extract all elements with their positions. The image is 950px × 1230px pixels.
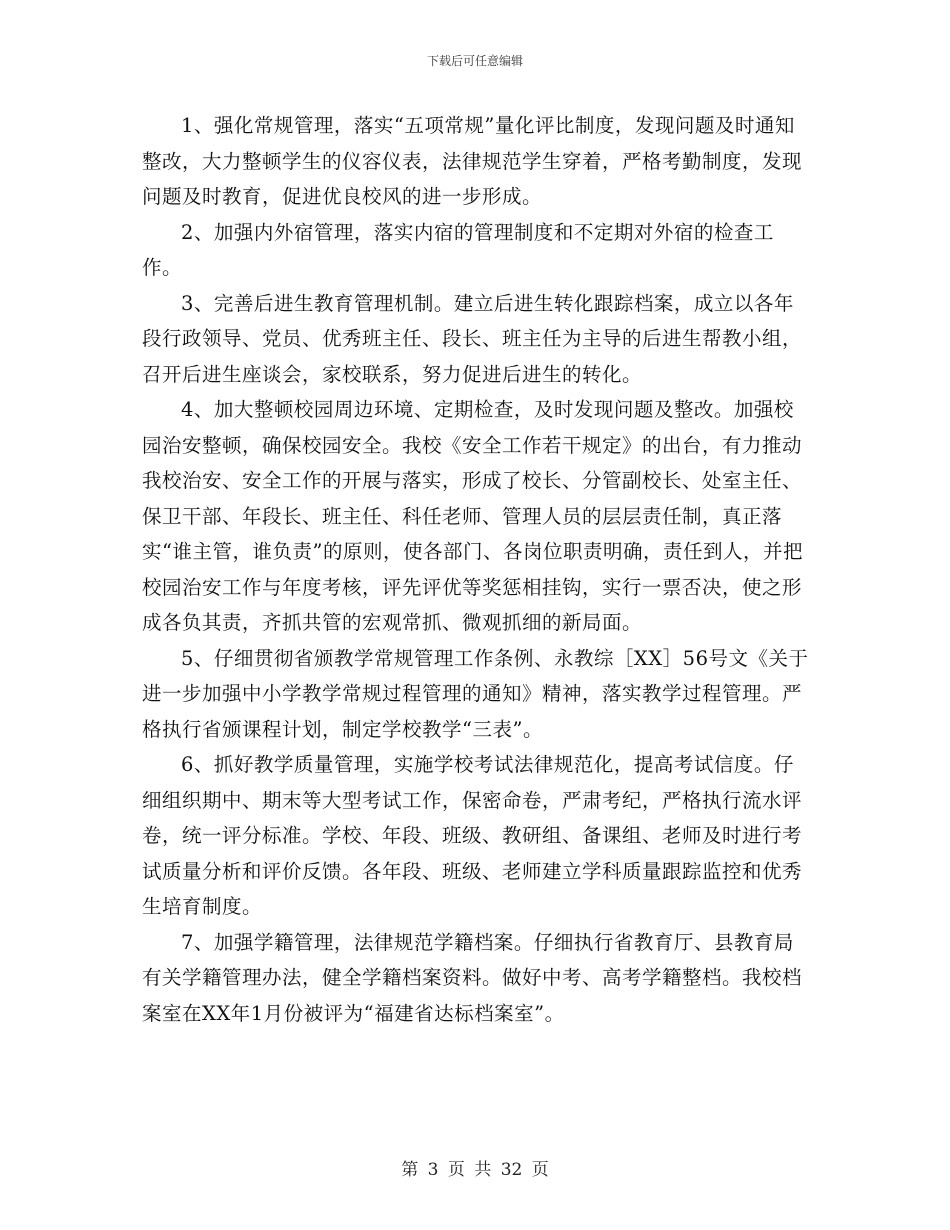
paragraph-5: 5、仔细贯彻省颁教学常规管理工作条例、永教综［XX］56号文《关于进一步加强中小学教学常规过程管理的通知》精神，落实教学过程管理。严格执行省颁课程计划，制定学校教学“三表”。 (142, 646, 809, 741)
paragraph-6: 6、抓好教学质量管理，实施学校考试法律规范化，提高考试信度。仔细组织期中、期末等大型考试工作，保密命卷，严肃考纪，严格执行流水评卷，统一评分标准。学校、年段、班级、教研组、备课组、老师及时进行考试质量分析和评价反馈。各年段、班级、老师建立学科质量跟踪监控和优秀生培育制度。 (142, 753, 803, 918)
page-header: 下载后可任意编辑 (426, 54, 523, 68)
document-body (142, 108, 810, 1031)
paragraph-4: 4、加大整顿校园周边环境、定期检查，及时发现问题及整改。加强校园治安整顿，确保校园安全。我校《安全工作若干规定》的出台，有力推动我校治安、安全工作的开展与落实，形成了校长、分管副校长、处室主任、保卫干部、年段长、班主任、科任老师、管理人员的层层责任制，真正落实“谁主管，谁负责”的原则，使各部门、各岗位职责明确，责任到人，并把校园治安工作与年度考核，评先评优等奖惩相挂钩，实行一票否决，使之形成各负其责，齐抓共管的宏观常抓、微观抓细的新局面。 (142, 398, 803, 634)
paragraph-7: 7、加强学籍管理，法律规范学籍档案。仔细执行省教育厅、县教育局有关学籍管理办法，健全学籍档案资料。做好中考、高考学籍整档。我校档案室在XX年1月份被评为“福建省达标档案室”。 (142, 930, 803, 1025)
page-number: 第 3 页 共 32 页 (401, 1160, 549, 1180)
paragraph-2: 2、加强内外宿管理，落实内宿的管理制度和不定期对外宿的检查工作。 (142, 220, 774, 279)
paragraph-1: 1、强化常规管理，落实“五项常规”量化评比制度，发现问题及时通知整改，大力整顿学生的仪容仪表，法律规范学生穿着，严格考勤制度，发现问题及时教育，促进优良校风的进一步形成。 (142, 114, 803, 208)
paragraph-3: 3、完善后进生教育管理机制。建立后进生转化跟踪档案，成立以各年段行政领导、党员、优秀班主任、段长、班主任为主导的后进生帮教小组，召开后进生座谈会，家校联系，努力促进后进生的转化。 (142, 291, 803, 386)
